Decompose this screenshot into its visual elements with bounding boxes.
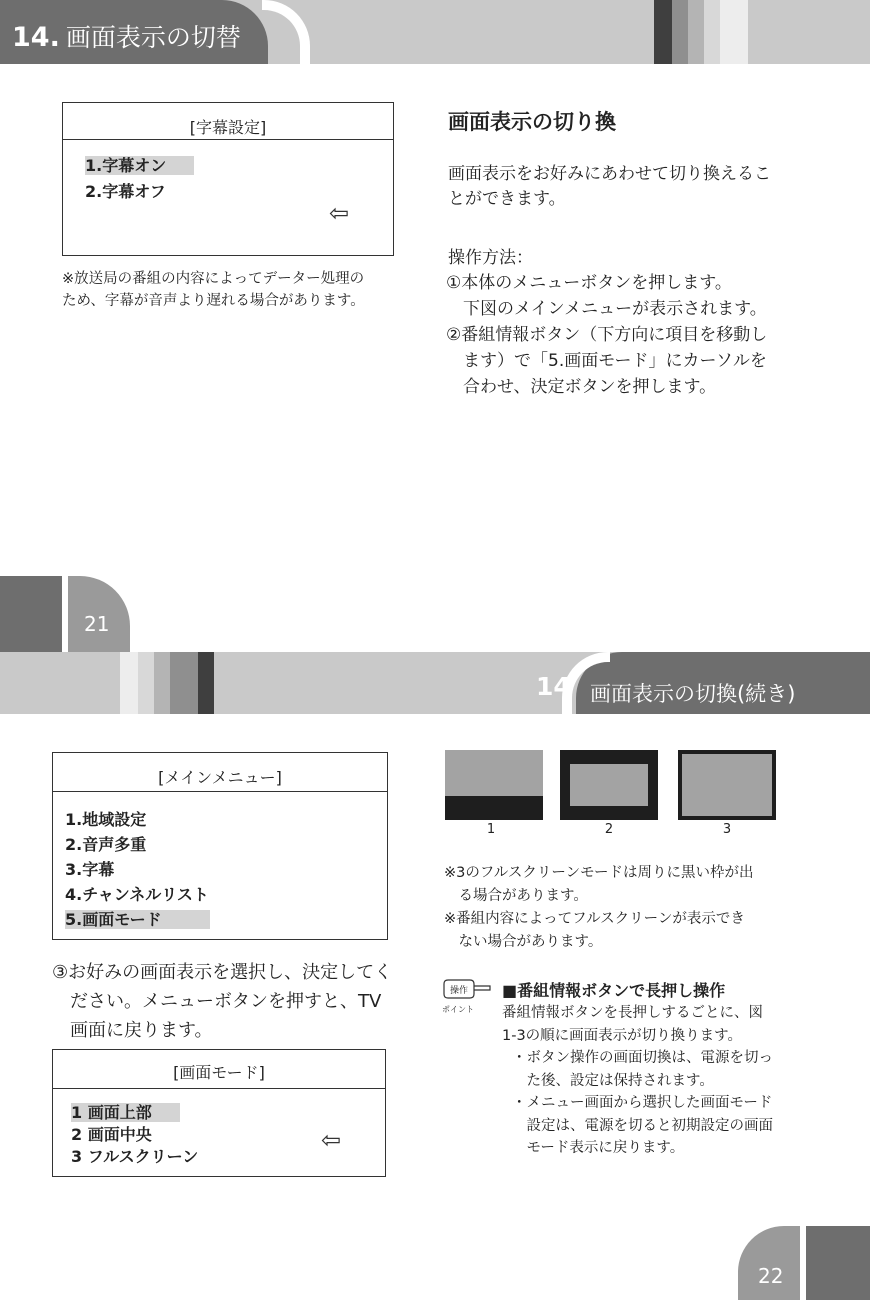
black-bar (445, 796, 543, 820)
box-title: [字幕設定] (189, 118, 267, 137)
box-title: [メインメニュー] (158, 768, 282, 787)
divider (63, 139, 393, 140)
steps-list: ①本体のメニューボタンを押します。 下図のメインメニューが表示されます。 ②番組情報ボタン（下方向に項目を移動し ます）で「5.画面モード」にカーソルを 合わせ、決定ボタンを押します。 (446, 273, 768, 397)
intro-text: 画面表示をお好みにあわせて切り換えるこ とができます。 (448, 164, 771, 209)
header-stripe (198, 652, 214, 714)
subtitle-note: ※放送局の番組の内容によってデーター処理の ため、字幕が音声より遅れる場合があります。 (62, 271, 365, 309)
subtitle-on-item: 1.字幕オン (85, 153, 194, 176)
header-stripe (720, 0, 748, 64)
header-stripe (138, 652, 154, 714)
screen-label-2: 2 (604, 822, 614, 837)
screen-sample-top (445, 750, 543, 820)
page22-header-title: 画面表示の切換(続き) (590, 682, 796, 706)
tip-text: 番組情報ボタンを長押しするごとに、図 1-3の順に画面表示が切り換ります。 ・ボタン操作の画面切換は、電源を切っ た後、設定は保持されます。 ・メニュー画面から選択した画面モード 設定は、電源を切ると初期設定の画面 モード表示に戻ります。 (502, 1005, 773, 1156)
screen-area (570, 764, 648, 806)
header-stripe (704, 0, 720, 64)
header-stripe (654, 0, 672, 64)
operation-point-icon (442, 978, 494, 1022)
screen-notes: ※3のフルスクリーンモードは周りに黒い枠が出 る場合があります。 ※番組内容によってフルスクリーンが表示でき ない場合があります。 (444, 865, 754, 950)
header-stripe (170, 652, 198, 714)
header-stripe (688, 0, 704, 64)
method-label: 操作方法： (448, 248, 533, 268)
screen-area (682, 754, 772, 816)
left-arrow-icon: ⇦ (321, 1126, 342, 1154)
menu-item: 3.字幕 (65, 860, 115, 879)
page22-header-number: 14 (536, 672, 571, 701)
header-stripe (154, 652, 170, 714)
screen-mode-box (52, 1049, 386, 1177)
page22-side-block (806, 1226, 870, 1300)
screen-mode-item: 1 画面上部 (71, 1100, 180, 1123)
page21-header-title: 14. 画面表示の切替 (12, 22, 241, 53)
header-stripe (120, 652, 138, 714)
box-title: [画面モード] (173, 1063, 265, 1082)
page21-side-block (0, 576, 62, 652)
menu-item: 4.チャンネルリスト (65, 885, 209, 904)
section-heading: 画面表示の切り換 (448, 110, 616, 134)
step3-text: ③お好みの画面表示を選択し、決定してく ださい。メニューボタンを押すと、TV 画面に戻ります。 (52, 962, 393, 1041)
divider (53, 791, 387, 792)
screen-label-1: 1 (486, 822, 496, 837)
left-arrow-icon: ⇦ (329, 199, 350, 227)
screen-sample-center (560, 750, 658, 820)
badge-bottom-text: ポイント (442, 1005, 474, 1014)
subtitle-off-item: 2.字幕オフ (85, 182, 166, 201)
menu-item: 1.地域設定 (65, 810, 147, 829)
screen-sample-full (678, 750, 776, 820)
page22-number-tab (738, 1226, 800, 1300)
screen-label-3: 3 (722, 822, 732, 837)
header-stripe (672, 0, 688, 64)
menu-item-selected: 5.画面モード (65, 907, 210, 930)
menu-item: 2.音声多重 (65, 835, 147, 854)
tip-heading: ■番組情報ボタンで長押し操作 (502, 981, 726, 1000)
screen-mode-item: 2 画面中央 (71, 1125, 152, 1144)
main-menu-box (52, 752, 388, 940)
screen-mode-item: 3 フルスクリーン (71, 1147, 199, 1166)
page-number-21: 21 (84, 612, 110, 636)
subtitle-settings-box (62, 102, 394, 256)
page-number-22: 22 (758, 1264, 784, 1288)
badge-top-text: 操作 (449, 986, 469, 996)
divider (53, 1088, 385, 1089)
